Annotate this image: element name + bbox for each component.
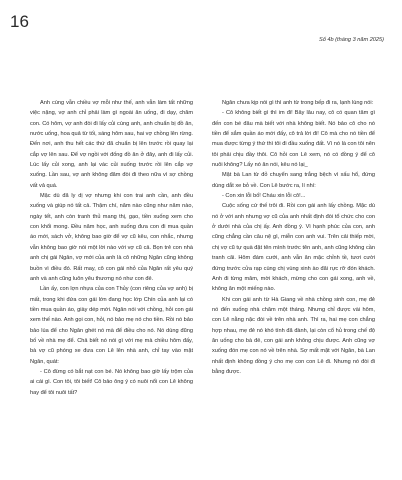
page-number: 16 xyxy=(10,12,29,31)
paragraph: Khi con gái anh từ Hà Giang về nhà chồng sinh con, mẹ đẻ nó đến xuống nhà chăm một tháng. Nhưng chỉ được vài hôm, con Lê nằng nặc đòi về trên nhà anh. Thì ra, hai mẹ con chẳng hợp nhau, mẹ đẻ nó khó tính đã đành, lại còn cổ hủ trong chế độ ăn uống cho bà đẻ, con gái anh không chịu được. Anh cũng vợ xuống đón mẹ con nó về trên nhà. Sợ mất mặt với Ngân, bà Lan nhất định không đồng ý cho mẹ con con Lê đi. Nhưng nó đòi đi bằng được. xyxy=(212,296,375,375)
paragraph: Lần ấy, con lợn nhựa của con Thủy (con riêng của vợ anh) bị mất, trong khi đứa con gái lớn đang học lớp Chín của anh lại có tiền mua quần áo, giày dép mới. Ngân nói với chồng, hỏi con gái xem thế nào. Anh gọi con, hỏi, nó bảo mẹ nó cho tiền. Rồi nó bảo bảo lúa để cho Ngân ghét nó mà để điều cho nó. Nó dùng đũng bố về nhà mẹ để. Chả biết nó nói gì với mẹ mà chiều hôm đấy, bà vợ cũ phóng xe đưa con Lê lên nhà anh, chỉ tay vào mặt Ngân, quát: xyxy=(30,286,193,365)
paragraph: Mặc dù đã ly dị vợ nhưng khi con trai anh cần, anh đều xuống và giúp nó tất cả. Thậm chí, năm nào cũng như năm nào, ngày tết, anh còn tranh thủ mang thị, gạo, tiền xuống xem cho con khổi mong. Đều năm học, anh xuống đưa con đi mua quần áo mới, sách vở, không bao giờ để vợ cũ kêu, con nhắc, nhưng vẫn không bao giờ nói một lời nào với vợ cũ cả. Bọn trẻ con nhà anh chị gái Ngân, vợ mới của anh là cô những Ngân cũng không buồn vì điều đó. Rất may, cô con gái nhỏ của Ngân rất yêu quý anh và anh cũng luôn yêu thương nó như con đẻ. xyxy=(30,193,193,282)
left-column xyxy=(30,98,193,398)
paragraph: Mặt bà Lan từ đỏ chuyển sang trắng bệch vì xấu hổ, đứng dùng dắt xe bỏ về. Con Lê bước ra, lí nhí: xyxy=(212,172,375,189)
paragraph: - Cô đừng có bắt nạt con bé. Nó không bao giờ lấy trộm của ai cái gì. Con tôi, tôi biết! Cô bảo ông ý có nuôi nổi con Lê không hay để tôi nuôi tất? xyxy=(30,368,193,396)
issue-label: Số 4b (tháng 3 năm 2025) xyxy=(319,37,384,43)
paragraph: - Con xin lỗi bố! Cháu xin lỗi cô!... xyxy=(222,193,306,200)
paragraph: Ngân chưa kịp nói gì thì anh từ trong bếp đi ra, lạnh lùng nói: xyxy=(222,100,374,106)
paragraph: Anh cùng vẫn chiều vợ mỗi như thế, anh vẫn làm tất những việc nặng, vợ anh chỉ phải làm gì ngoài ăn uống, đi dạy, chăm con. Có hôm, vợ anh đòi đi lấy củi cùng anh, anh chuẩn bị đồ ăn, nước uống, hoa quả từ tối, sáng hôm sau, hai vợ chồng lên rừng. Đến nơi, anh thu hết các thứ đã chuẩn bị lên trước rồi quay lại cắp vợ lên sau. Để vợ ngồi với đống đồ ăn ở đây, anh đi lấy củi. Lúc lấy củi xong, anh lại vác củi xuống trước rồi lên cắp vợ xuống. Lần sau, vợ anh không đăm đòi đi theo nữa vì sợ chồng vất vả quá. xyxy=(30,100,193,189)
paragraph: Cuộc sống cứ thế trôi đi. Rồi con gái anh lấy chồng. Mặc dù nó ở với anh nhưng vợ cũ của anh nhất định đòi tổ chức cho con ở dưới nhà của chị ấy. Anh đồng ý. Vì hạnh phúc của con, anh cũng chẳng cần câu nệ gì, miễn con anh vui. Trên cải thiếp mời, chị vợ cũ tự quà đặt tên mình trước tên anh, anh cũng không cần tranh cãi. Hôm đám cưới, anh vẫn ăn mặc chỉnh tề, tươi cười đứng trước cửa rạp cùng chị vùng xinh ào đãi rực rỡ đón khách. Anh đi từng mâm, mời khách, mừng cho con gái xong, anh về, không ăn một miếng nào. xyxy=(212,203,375,293)
paragraph: - Cô không biết gì thì im đi! Bây lâu nay, cô có quan tâm gì đến con bé đâu mà biết với nhà không biết. Nó bảo cô cho nó tiền để sắm quần áo mới đấy, cô trả lời đi! Cô mà cho nó tiền để mua được từng ý thứ thì tôi đi đầu xuống đất. Vì nó là con tôi nên tôi phải chịu đầy thôi. Cô hỏi con Lê xem, nó có đồng ý để cô nuôi không? Lấy nó ăn nói, kêu nó lại_ xyxy=(212,110,375,169)
right-column xyxy=(212,98,375,377)
